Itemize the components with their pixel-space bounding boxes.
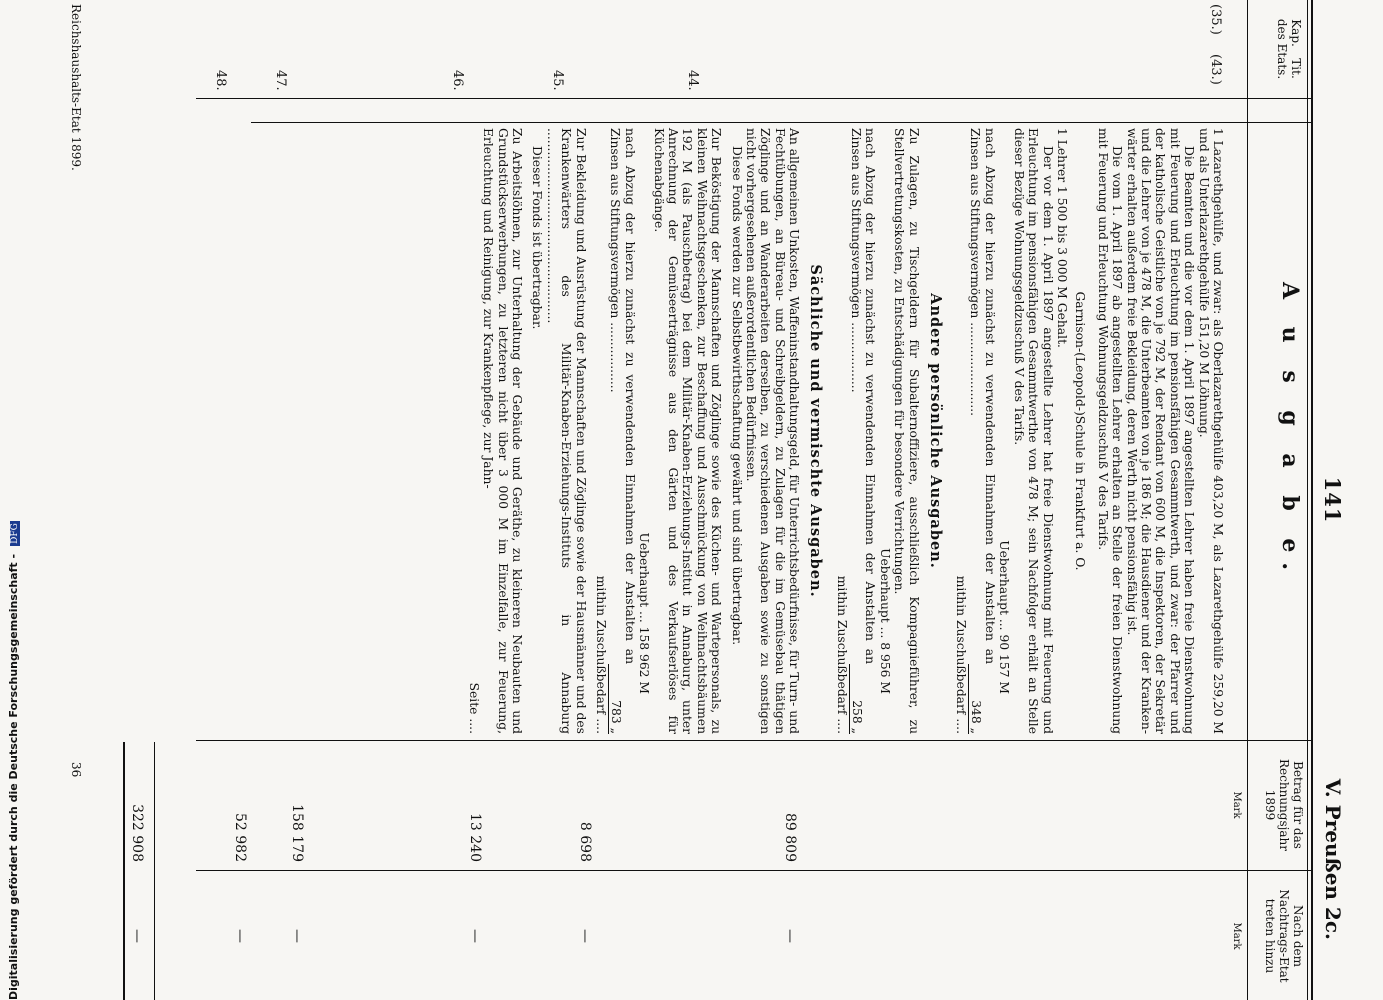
abzug-value: 258 „ (849, 664, 864, 734)
digitization-note (2, 0, 21, 1000)
entry-note: Dieser Fonds ist übertragbar. (530, 146, 545, 330)
ausgabe-title: A u s g a b e. (1277, 281, 1303, 581)
nachtrag-amount: — (232, 929, 248, 943)
seite-line: Seite .... (466, 682, 481, 734)
kap-number: (35.) (1208, 4, 1223, 35)
section-heading: Andere persönliche Ausgaben. (926, 293, 944, 569)
entry-text: Zur Beköstigung der Mannschaften und Zöglinge sowie des Küchen- und Wartepersonals, zu kleinen Weihnachtsgeschenken, zur Beschaffung und Ausschmückung von Weihnachtsbäumen 192 M (als Pauschbetrag) bei dem Militär-Knaben-Erziehungs-Institut in Annaburg, unter Anrechnung der Gemüseerträgnisse aus den Gärten und des Verkaufserlöses für Küchenabgänge. (651, 128, 724, 734)
entry-paragraph: 1 Lazarethgehülfe, und zwar: als Oberlazarethgehülfe 403,20 M, als Lazarethgehülfe 259,20 M und als Unterlazarethgehülfe 151,20 M Löhnung. (1196, 128, 1225, 734)
entry-paragraph: Die vom 1. April 1897 ab angestellten Lehrer erhalten an Stelle der freien Dienstwohnung mit Feuerung und Erleuchtung Wohnungsgeldzuschuß V des Tarifs. (1095, 128, 1125, 734)
abzug-line: nach Abzug der hierzu zunächst zu verwendenden Einnahmen der Anstalten an Zinsen aus Stiftungsvermögen .................. (849, 128, 878, 664)
entry-paragraph: Die Beamten und die vor dem 1. April 1897 angestellten Lehrer haben freie Dienstwohnung mit Feuerung und Erleuchtung im pensionsfähigen Gesammtwerth, und zwar: der Pfarrer und der katholische Geistliche von je 792 M, der Rendant von 600 M, die Inspektoren, der Sekretär und die Lehrer von je 478 M, die Unterbeamten von je 186 M; die Hausdiener und der Krankenwärter erhalten außerdem freie Bekleidung, deren Werth nicht pensionsfähig ist. (1124, 128, 1197, 734)
entry-text: Zu Zulagen, zu Tischgeldern für Subalternoffiziere, ausschließlich Kompagnieführer, zu Stellvertretungskosten, zu Entschädigungen für besondere Verrichtungen. (892, 128, 921, 734)
entry-subhead: Garnison-(Leopold-)Schule in Frankfurt a. O. (1073, 291, 1088, 571)
mithin-line: mithin Zuschußbedarf .... (954, 575, 969, 734)
nachtrag-amount: — (289, 929, 305, 943)
section-heading: Sächliche und vermischte Ausgaben. (807, 264, 825, 598)
col-kap: Kap. (1289, 19, 1303, 47)
entry-47 (530, 128, 588, 734)
abzug-line: nach Abzug der hierzu zunächst zu verwendenden Einnahmen der Anstalten an Zinsen aus Stiftungsvermögen .................. (608, 128, 637, 664)
footer-source: Reichshaushalts-Etat 1899. (69, 4, 83, 171)
dfg-logo: DFG (10, 523, 20, 544)
entry-text: Zur Bekleidung und Ausrüstung der Mannschaften und Zöglinge sowie der Hausmänner und des Krankenwärters des Militär-Knaben-Erziehungs-Instituts in Annaburg .................................................. (544, 128, 588, 734)
tit-number: (43.) (1208, 54, 1223, 85)
entry-48 (466, 128, 524, 734)
nachtrag-amount: — (577, 929, 593, 943)
entry-43 (954, 128, 1225, 734)
entry-text: An allgemeinen Unkosten, Waffeninstandhaltungsgeld, für Unterrichtsbedürfnisse, für Turn- und Fechtübungen, an Büreau- und Schreibgeldern, zu Zulagen für die im Gemüsebau thätigen Zöglinge und an Wanderarbeiten derselben, zu verschiedenen Ausgaben sowie zu sonstigen nicht vorhergesehenen außerordentlichen Bedürfnissen. (744, 128, 802, 734)
mithin-line: mithin Zuschußbedarf .... (593, 575, 608, 734)
betrag-unit: Mark (1231, 791, 1242, 819)
nachtrag-total: — (129, 929, 145, 943)
amount: 52 982 (232, 813, 248, 862)
amount: 8 698 (577, 821, 593, 862)
amount: 89 809 (782, 813, 798, 862)
entry-note: Diese Fonds werden zur Selbstbewirthschaftung gewährt und sind übertragbar. (729, 146, 744, 646)
nachtrag-amount: — (467, 929, 483, 943)
abzug-value: 348 „ (968, 664, 983, 734)
entry-paragraph: 1 Lehrer 1 500 bis 3 000 M Gehalt. (1054, 128, 1069, 348)
state-heading: V. Preußen 2c. (1321, 778, 1345, 940)
digitization-text: Digitalisierung gefördert durch die Deutsche Forschungsgemeinschaft - (7, 553, 20, 1000)
col-betrag: Betrag für das Rechnungsjahr 1899 (1263, 759, 1305, 851)
amount-total: 322 908 (129, 804, 145, 862)
tit-number: 48. (213, 70, 228, 91)
entry-44 (834, 128, 920, 734)
entry-paragraph: Der vor dem 1. April 1897 angestellte Lehrer hat freie Dienstwohnung mit Feuerung und Erleuchtung im pensionsfähigen Gesammtwerthe von 478 M; sein Nachfolger erhält an Stelle dieser Bezüge Wohnungsgeldzuschuß V des Tarifs. (1011, 128, 1055, 734)
col-kap-tit (1275, 0, 1303, 98)
page-number: 141 (1320, 476, 1345, 524)
amount: 13 240 (467, 813, 483, 862)
abzug-value: 783 „ (608, 664, 623, 734)
tit-number: 45. (550, 70, 565, 91)
entry-45 (729, 128, 801, 734)
nachtrag-unit: Mark (1231, 922, 1242, 950)
col-des-etats: des Etats. (1275, 18, 1289, 80)
nachtrag-amount: — (782, 929, 798, 943)
entry-text: Zu Arbeitslöhnen, zur Unterhaltung der Gebäude und Geräthe, zu kleineren Neubauten und Grundstückserwerbungen, zu letzteren nicht über 3 000 M im Einzelfalle, zur Feuerung, Erleuchtung und Reinigung, zur Krankenpflege, zur Jahn- (481, 128, 524, 734)
amount: 158 179 (289, 804, 305, 862)
ueberhaupt-line: Ueberhaupt ... 158 962 M (637, 532, 652, 694)
ueberhaupt-line: Ueberhaupt ... 8 956 M (877, 548, 892, 694)
abzug-line: nach Abzug der hierzu zunächst zu verwendenden Einnahmen der Anstalten an Zinsen aus Stiftungsvermögen ........................ (968, 128, 997, 664)
col-nachtrag: Nach dem Nachtrags-Etat treten hinzu (1263, 889, 1305, 983)
ueberhaupt-line: Ueberhaupt ... 90 157 M (997, 540, 1012, 694)
entries-column (466, 128, 1225, 734)
mithin-line: mithin Zuschußbedarf .... (834, 575, 849, 734)
tit-number: 46. (450, 70, 465, 91)
tit-number: 47. (273, 70, 288, 91)
col-tit: Tit. (1289, 58, 1303, 79)
footer-page: 36 (69, 762, 83, 778)
tit-number: 44. (685, 70, 700, 91)
entry-46 (594, 128, 724, 734)
